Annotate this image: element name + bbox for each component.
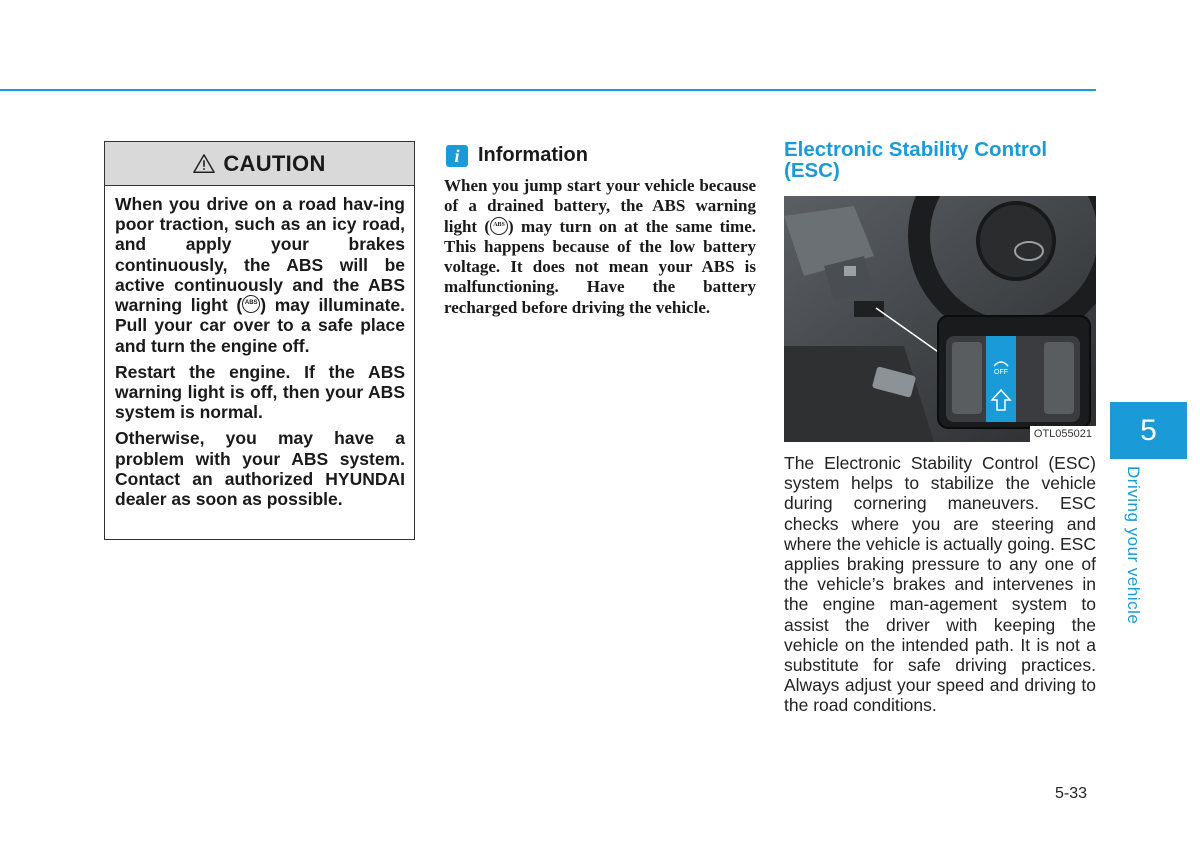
caution-paragraph-2: Restart the engine. If the ABS warning light is off, then your ABS system is normal. bbox=[115, 361, 405, 423]
caution-box bbox=[104, 141, 415, 540]
information-text: When you jump start your vehicle because of a drained battery, the ABS warning light ( ABS ) may turn on at the same time. This happens because of the low battery voltage. It does not mean your ABS is malfunctioning. Have the battery recharged before driving the vehicle. bbox=[444, 176, 756, 317]
esc-off-button-label: OFF bbox=[994, 369, 1008, 376]
information-title: Information bbox=[478, 144, 588, 166]
caution-paragraph-1: When you drive on a road hav-ing poor traction, such as an icy road, and apply your brakes continuously, the ABS will be active continuously and the ABS warning light ( ABS ) may illuminate. Pull your car over to a safe place and turn the engine off. bbox=[115, 194, 405, 356]
esc-figure bbox=[784, 196, 1096, 442]
chapter-number-tab: 5 bbox=[1110, 402, 1187, 459]
caution-header bbox=[105, 142, 414, 186]
chapter-label: Driving your vehicle bbox=[1124, 466, 1143, 625]
warning-triangle-icon bbox=[193, 153, 215, 175]
caution-title: CAUTION bbox=[223, 150, 326, 176]
abs-warning-light-icon: ABS bbox=[242, 295, 260, 313]
header-rule bbox=[0, 89, 1096, 91]
dashboard-illustration bbox=[784, 196, 1096, 442]
esc-body-text: The Electronic Stability Control (ESC) system helps to stabilize the vehicle during cornering maneuvers. ESC checks where you are steering and where the vehicle is actually going. ESC applies braking pressure to any one of the vehicle’s brakes and intervenes in the engine man-agement system to assist the driver with keeping the vehicle on the intended path. It is not a substitute for safe driving practices. Always adjust your speed and driving to the road conditions. bbox=[784, 453, 1096, 716]
esc-section-title: Electronic Stability Control (ESC) bbox=[784, 138, 1048, 182]
page-number: 5-33 bbox=[1055, 785, 1088, 802]
abs-warning-light-icon: ABS bbox=[490, 217, 508, 235]
caution-body bbox=[105, 186, 414, 509]
information-icon: i bbox=[446, 145, 468, 167]
information-header bbox=[446, 144, 588, 167]
figure-code: OTL055021 bbox=[1030, 426, 1096, 442]
caution-paragraph-3: Otherwise, you may have a problem with your ABS system. Contact an authorized HYUNDAI dealer as soon as possible. bbox=[115, 428, 405, 510]
